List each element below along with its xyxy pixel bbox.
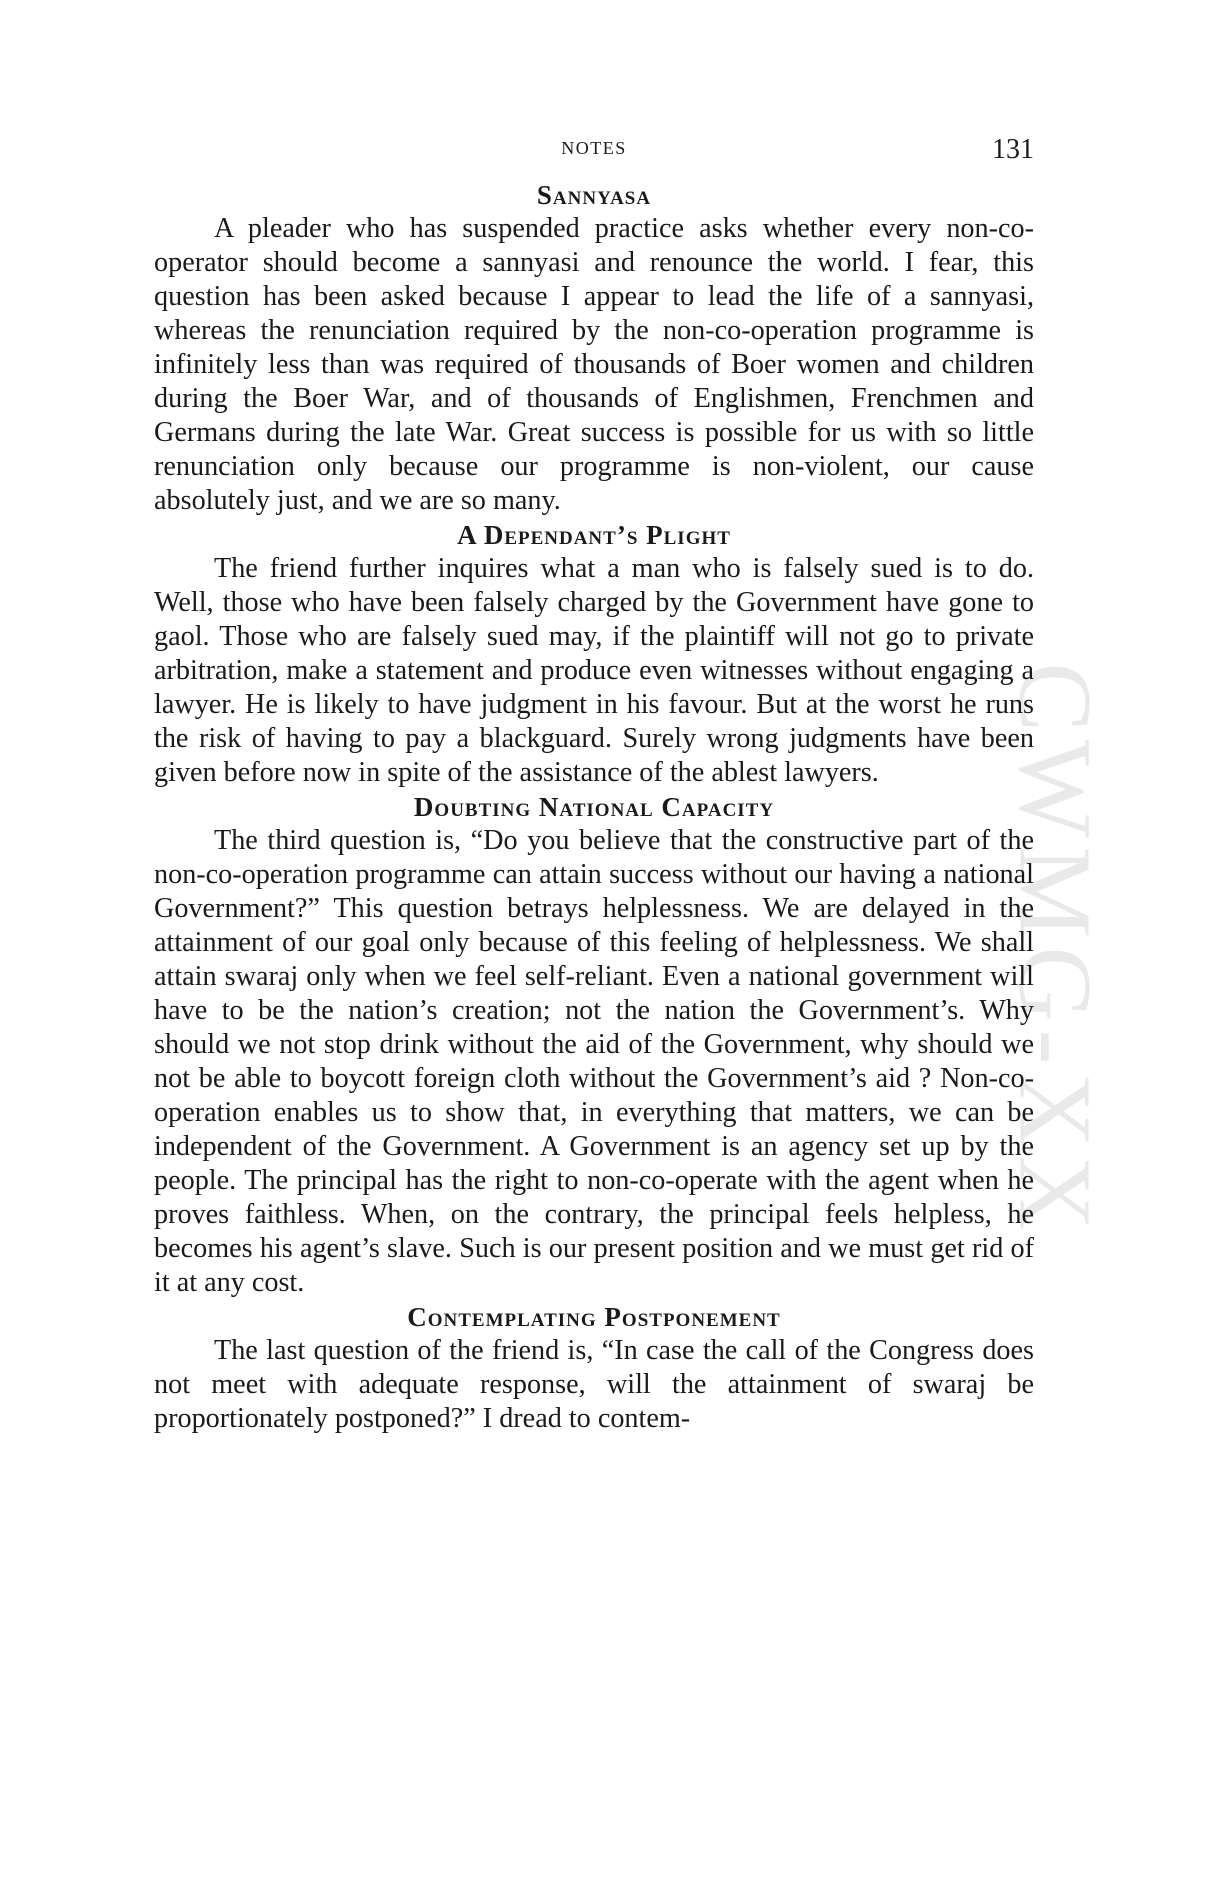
running-title: NOTES bbox=[561, 138, 627, 158]
section-heading: Sannyasa bbox=[536, 180, 652, 210]
section-paragraph: A pleader who has suspended practice asks whether every non-co-operator should become a sannyasi and renounce the world. I fear, this question has been asked because I appear to lead the life of a sannyasi, whereas the renunciation required by the non-co-operation programme is infinitely less than was required of thousands of Boer women and children during the Boer War, and of thousands of Englishmen, Frenchmen and Germans during the late War. Great success is possible for us with so little renunciation only because our programme is non-violent, our cause absolutely just, and we are so many. bbox=[154, 213, 1034, 516]
section-heading: Doubting National Capacity bbox=[413, 792, 775, 822]
section-contemplating-postponement bbox=[154, 1300, 1034, 1436]
watermark-text: CWMG-XX bbox=[997, 662, 1113, 1238]
section-paragraph: The last question of the friend is, “In case the call of the Congress does not meet with adequate response, will the attainment of swaraj be proportionately postponed?” I dread to contem- bbox=[154, 1335, 1034, 1434]
section-sannyasa bbox=[154, 178, 1034, 518]
section-heading: Contemplating Postponement bbox=[407, 1302, 781, 1332]
section-dependants-plight bbox=[154, 518, 1034, 790]
section-doubting-national-capacity bbox=[154, 790, 1034, 1300]
section-paragraph: The friend further inquires what a man who is falsely sued is to do. Well, those who have been falsely charged by the Government have gone to gaol. Those who are falsely sued may, if the plaintiff will not go to private arbitration, make a statement and produce even witnesses without engaging a lawyer. He is likely to have judgment in his favour. But at the worst he runs the risk of having to pay a blackguard. Surely wrong judgments have been given before now in spite of the assistance of the ablest lawyers. bbox=[154, 553, 1034, 788]
section-paragraph: The third question is, “Do you believe that the constructive part of the non-co-operation programme can attain success without our having a national Government?” This question betrays helplessness. We are delayed in the attainment of our goal only because of this feeling of helplessness. We shall attain swaraj only when we feel self-reliant. Even a national government will have to be the nation’s creation; not the nation the Government’s. Why should we not stop drink without the aid of the Government, why should we not be able to boycott foreign cloth without the Government’s aid ? Non-co-operation enables us to show that, in everything that matters, we can be independent of the Government. A Government is an agency set up by the people. The principal has the right to non-co-operate with the agent when he proves faithless. When, on the contrary, the principal feels helpless, he becomes his agent’s slave. Such is our present position and we must get rid of it at any cost. bbox=[154, 825, 1034, 1298]
page-body bbox=[154, 178, 1034, 1436]
running-header bbox=[154, 134, 1034, 174]
page-number: 131 bbox=[992, 134, 1034, 165]
section-heading: A Dependant’s Plight bbox=[457, 520, 731, 550]
